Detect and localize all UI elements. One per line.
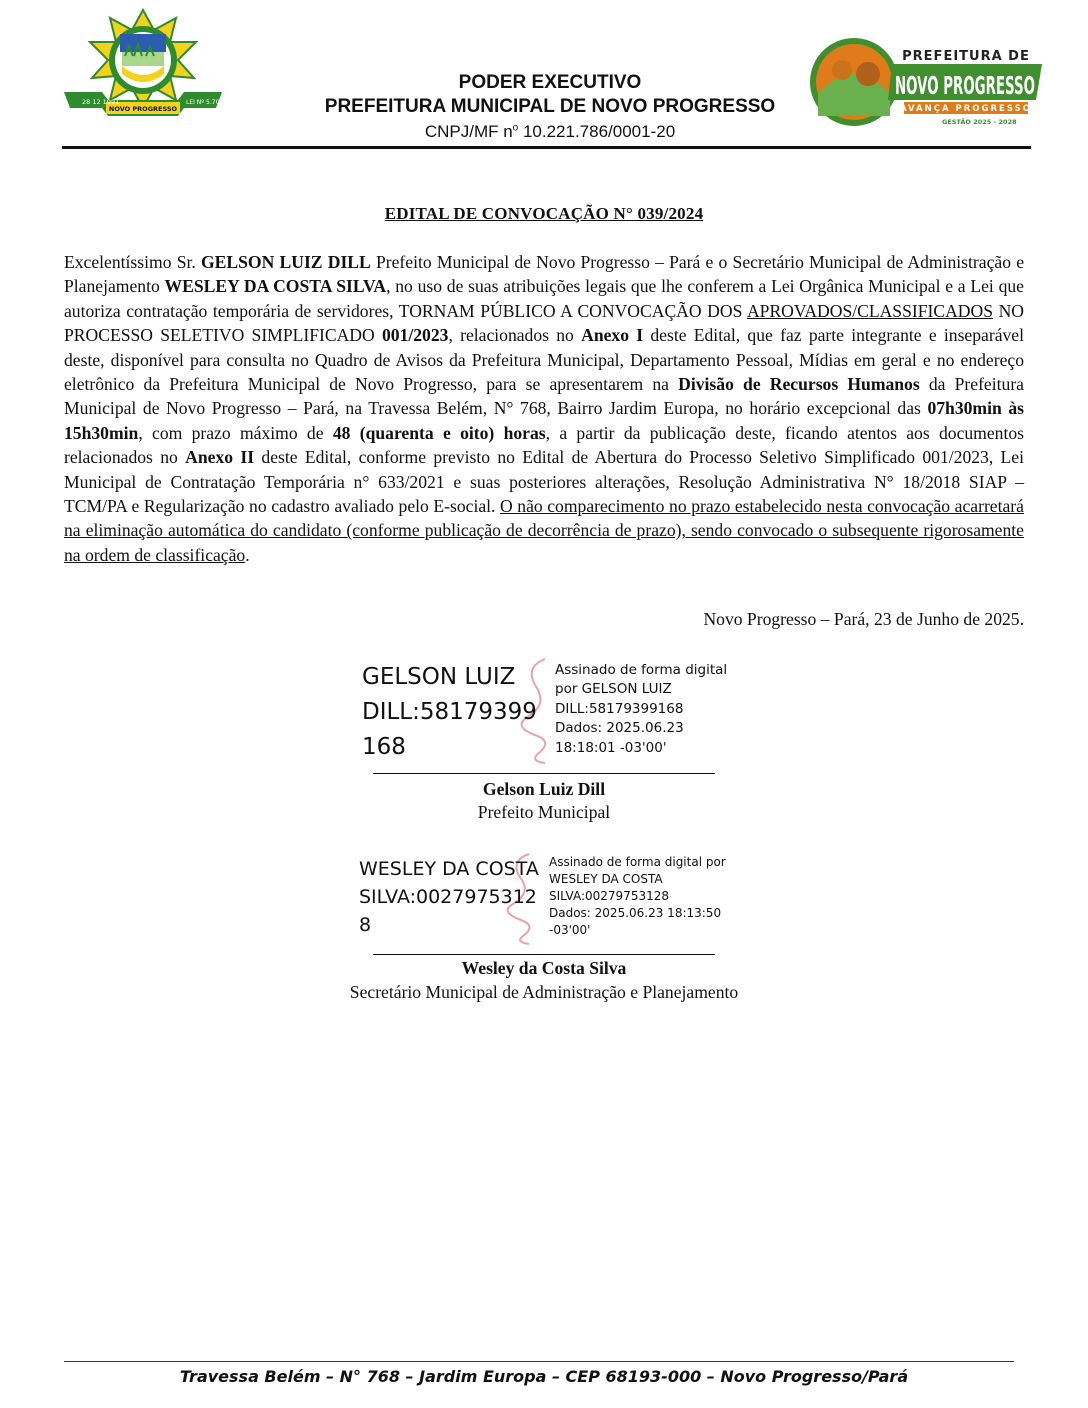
signer-role: Secretário Municipal de Administração e Planejamento (349, 982, 739, 1002)
signer-role: Prefeito Municipal (477, 802, 611, 822)
document-title: EDITAL DE CONVOCAÇÃO N° 039/2024 (384, 204, 704, 223)
novo-progresso-logo (808, 34, 1044, 130)
digital-signature-name: GELSON LUIZ DILL:58179399 168 (362, 664, 537, 760)
footer-divider (64, 1361, 1014, 1362)
brasao-ribbon-center: NOVO PROGRESSO (108, 105, 178, 113)
signature-line (373, 954, 715, 955)
digital-signature-name: WESLEY DA COSTA SILVA:0027975312 8 (359, 858, 539, 936)
brasao-ribbon-left: 28 12 1991 (82, 98, 120, 106)
municipal-coat-of-arms (62, 8, 224, 120)
header-line-1: PODER EXECUTIVO (458, 72, 642, 93)
header-divider (62, 146, 1031, 149)
header-cnpj: CNPJ/MF $n^o$ 10.221.786/0001-20 (424, 122, 676, 141)
logo-top-text: PREFEITURA DE (902, 49, 1030, 64)
footer-address: Travessa Belém – N° 768 – Jardim Europa – CEP 68193-000 – Novo Progresso/Pará (179, 1367, 909, 1386)
digital-signature-info: Assinado de forma digital por GELSON LUIZ DILL:58179399168 Dados: 2025.06.23 18:18:01 -03'00' (555, 662, 728, 756)
signer-name: Wesley da Costa Silva (461, 958, 627, 978)
logo-term: GESTÃO 2025 - 2028 (942, 118, 1017, 126)
brasao-ribbon-right: LEI Nº 5.700 (186, 99, 224, 106)
date-line: Novo Progresso – Pará, 23 de Junho de 2025. (703, 609, 1024, 629)
signer-name: Gelson Luiz Dill (482, 779, 606, 799)
logo-main-text: NOVO PROGRESSO (895, 71, 1035, 100)
logo-slogan: AVANÇA PROGRESSO (900, 104, 1032, 114)
signature-line (373, 773, 715, 774)
edital-body-paragraph: Excelentíssimo Sr. GELSON LUIZ DILL Prefeito Municipal de Novo Progresso – Pará e o Secretário Municipal de Administração e Planejamento WESLEY DA COSTA SILVA, no uso de suas atribuições legais que lhe conferem a Lei Orgânica Municipal e a Lei que autoriza contratação temporária de servidores, TORNAM PÚBLICO A CONVOCAÇÃO DOS APROVADOS/CLASSIFICADOS NO PROCESSO SELETIVO SIMPLIFICADO 001/2023, relacionados no Anexo I deste Edital, que faz parte integrante e inseparável deste, disponível para consulta no Quadro de Avisos da Prefeitura Municipal, Departamento Pessoal, Mídias em geral e no endereço eletrônico da Prefeitura Municipal de Novo Progresso, para se apresentarem na Divisão de Recursos Humanos da Prefeitura Municipal de Novo Progresso – Pará, na Travessa Belém, N° 768, Bairro Jardim Europa, no horário excepcional das 07h30min às 15h30min, com prazo máximo de 48 (quarenta e oito) horas, a partir da publicação deste, ficando atentos aos documentos relacionados no Anexo II deste Edital, conforme previsto no Edital de Abertura do Processo Seletivo Simplificado 001/2023, Lei Municipal de Contratação Temporária n° 633/2021 e suas posteriores alterações, Resolução Administrativa N° 18/2018 SIAP – TCM/PA e Regularização no cadastro avaliado pelo E-social. O não comparecimento no prazo estabelecido nesta convocação acarretará na eliminação automática do candidato (conforme publicação de decorrência de prazo), sendo convocado o subsequente rigorosamente na ordem de classificação. (64, 252, 1025, 565)
digital-signature-info: Assinado de forma digital por WESLEY DA COSTA SILVA:00279753128 Dados: 2025.06.23 18:13:50 -03'00' (549, 855, 726, 937)
header-line-2: PREFEITURA MUNICIPAL DE NOVO PROGRESSO (324, 96, 776, 117)
